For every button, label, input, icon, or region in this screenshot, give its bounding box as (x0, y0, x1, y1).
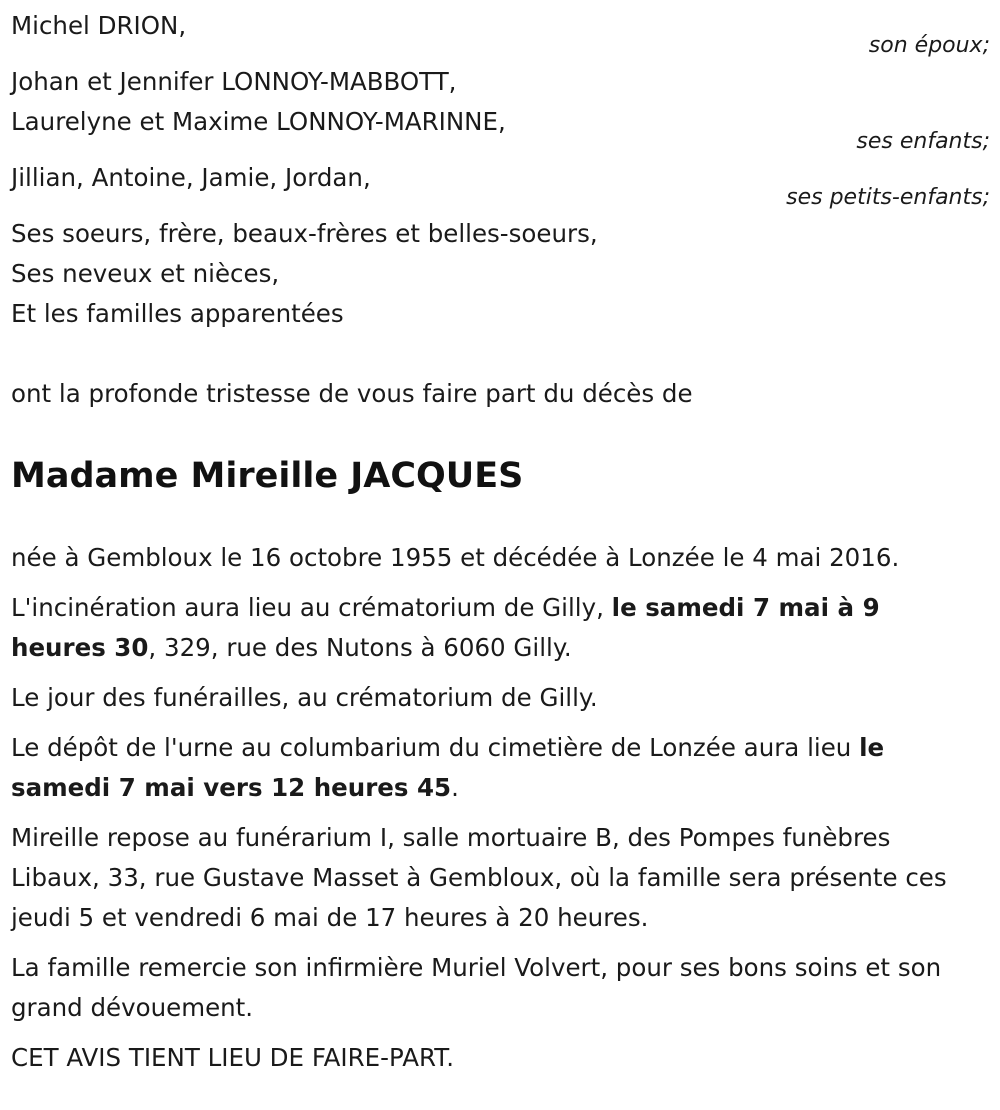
child-entry: Johan et Jennifer LONNOY-MABBOTT, (11, 67, 457, 96)
announcement-text: ont la profonde tristesse de vous faire part du décès de (11, 379, 693, 408)
relatives-line: Et les familles apparentées (11, 299, 344, 328)
cremation-info (11, 588, 981, 668)
children-role: ses enfants; (856, 129, 990, 154)
grandchildren-role: ses petits-enfants; (786, 185, 990, 210)
deceased-name: Madame Mireille JACQUES (11, 456, 524, 496)
spouse-role: son époux; (868, 33, 990, 58)
urn-info (11, 728, 981, 808)
urn-end: . (451, 773, 459, 802)
child-entry: Laurelyne et Maxime LONNOY-MARINNE, (11, 107, 506, 136)
repose-info: Mireille repose au funérarium I, salle mortuaire B, des Pompes funèbres Libaux, 33, rue Gustave Masset à Gembloux, où la famille sera présente ces jeudi 5 et vendredi 6 mai de 17 heures à 20 heures. (11, 823, 947, 932)
cremation-address: , 329, rue des Nutons à 6060 Gilly. (148, 633, 572, 662)
thanks-text: La famille remercie son infirmière Muriel Volvert, pour ses bons soins et son grand dévouement. (11, 953, 942, 1022)
cremation-date: le samedi 7 mai à 9 heures 30 (11, 593, 880, 662)
urn-date: le samedi 7 mai vers 12 heures 45 (11, 733, 885, 802)
urn-text: Le dépôt de l'urne au columbarium du cimetière de Lonzée aura lieu (11, 733, 860, 762)
notice-text: CET AVIS TIENT LIEU DE FAIRE-PART. (11, 1043, 455, 1072)
spouse-name: Michel DRION, (11, 11, 187, 40)
birth-death-info: née à Gembloux le 16 octobre 1955 et décédée à Lonzée le 4 mai 2016. (11, 543, 900, 572)
grandchildren-names: Jillian, Antoine, Jamie, Jordan, (11, 163, 371, 192)
relatives-line: Ses soeurs, frère, beaux-frères et belles-soeurs, (11, 219, 598, 248)
cremation-text: L'incinération aura lieu au crématorium de Gilly, (11, 593, 612, 622)
funeral-day-info: Le jour des funérailles, au crématorium de Gilly. (11, 683, 598, 712)
relatives-line: Ses neveux et nièces, (11, 259, 280, 288)
